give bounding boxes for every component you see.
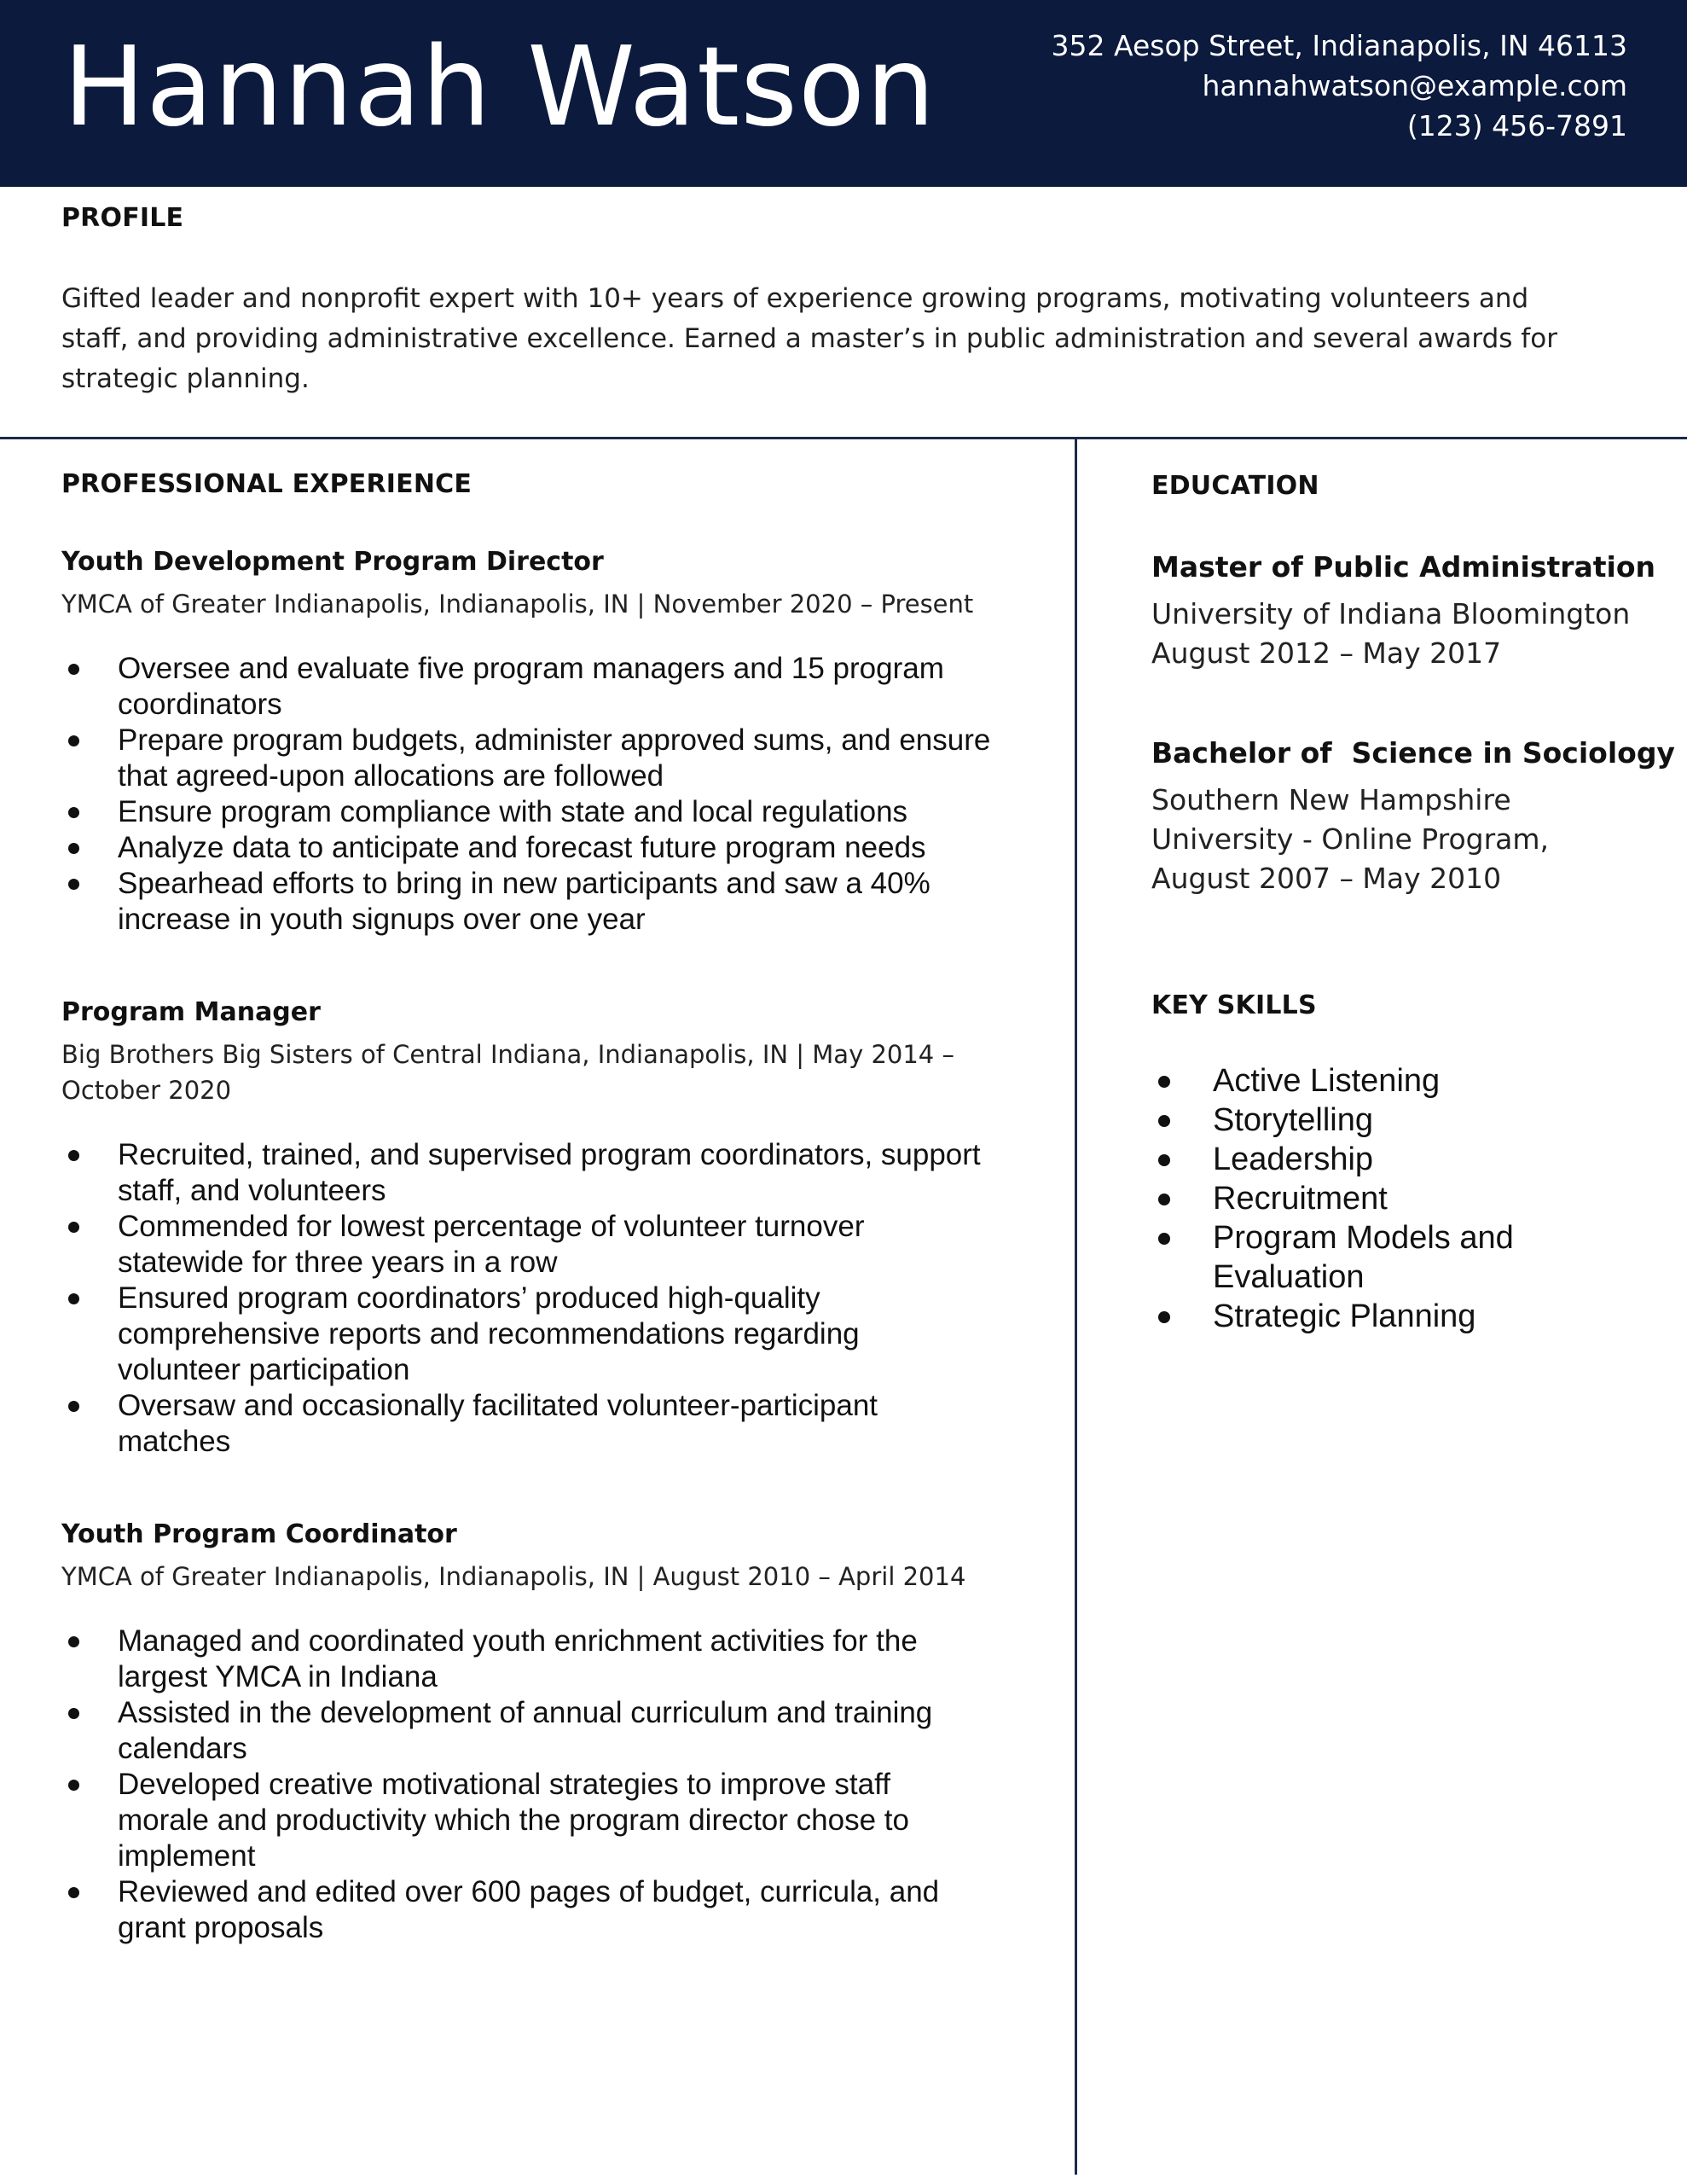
school-name: University of Indiana Bloomington (1151, 597, 1631, 630)
degree-title: Master of Public Administration (1151, 550, 1656, 584)
bullet-icon (1158, 1154, 1170, 1166)
job-employer-dates: YMCA of Greater Indianapolis, Indianapolis, IN | August 2010 – April 2014 (61, 1562, 966, 1591)
candidate-name: Hannah Watson (63, 24, 936, 151)
school-name: Southern New Hampshire (1151, 783, 1511, 816)
bullet-icon (68, 1293, 79, 1304)
bullet-icon (68, 1780, 79, 1791)
contact-phone: (123) 456-7891 (1406, 109, 1627, 142)
horizontal-divider (0, 437, 1687, 439)
job-entry (61, 996, 1042, 1460)
bullet-icon (68, 807, 79, 818)
bullet-icon (68, 1887, 79, 1898)
bullet-item: Developed creative motivational strategies to improve staff morale and productivity which the program director chose to implement (61, 1767, 983, 1874)
bullet-item: Ensured program coordinators’ produced high-quality comprehensive reports and recommendations regarding volunteer participation (61, 1281, 983, 1388)
resume-header (0, 0, 1687, 187)
skill-item: Strategic Planning (1151, 1297, 1544, 1336)
bullet-item: Oversaw and occasionally facilitated volunteer-participant matches (61, 1388, 983, 1460)
bullet-item: Assisted in the development of annual curriculum and training calendars (61, 1695, 983, 1767)
bullet-item: Spearhead efforts to bring in new participants and saw a 40% increase in youth signups over one year (61, 866, 991, 938)
education-dates: August 2007 – May 2010 (1151, 862, 1502, 895)
bullet-icon (1158, 1311, 1170, 1323)
experience-heading: PROFESSIONAL EXPERIENCE (61, 469, 472, 499)
bullet-icon (68, 1150, 79, 1161)
bullet-icon (68, 1222, 79, 1233)
skill-item: Active Listening (1151, 1061, 1544, 1101)
job-bullets (61, 651, 1042, 938)
bullet-icon (68, 1636, 79, 1647)
job-entry (61, 1518, 1042, 1946)
bullet-icon (1158, 1233, 1170, 1245)
skill-item: Program Models and Evaluation (1151, 1218, 1544, 1297)
job-bullets (61, 1137, 1042, 1460)
bullet-icon (1158, 1076, 1170, 1088)
bullet-icon (1158, 1115, 1170, 1127)
skills-heading: KEY SKILLS (1151, 990, 1317, 1020)
skill-item: Leadership (1151, 1140, 1544, 1179)
school-name-cont: University - Online Program, (1151, 822, 1550, 856)
skills-list (1151, 1061, 1663, 1336)
profile-heading: PROFILE (61, 203, 184, 233)
job-entry (61, 545, 1042, 938)
bullet-icon (68, 1708, 79, 1719)
profile-summary: Gifted leader and nonprofit expert with 10+ years of experience growing programs, motivating volunteers and staff, and providing administrative excellence. Earned a master’s in public administration and several awards for strategic planning. (61, 283, 1557, 394)
contact-info (1051, 26, 1627, 146)
bullet-item: Ensure program compliance with state and local regulations (61, 794, 991, 830)
education-details (1151, 595, 1663, 673)
bullet-item: Oversee and evaluate five program managers and 15 program coordinators (61, 651, 991, 723)
bullet-item: Prepare program budgets, administer approved sums, and ensure that agreed-upon allocations are followed (61, 723, 991, 794)
column-divider (1075, 439, 1077, 2175)
bullet-item: Commended for lowest percentage of volunteer turnover statewide for three years in a row (61, 1209, 983, 1281)
sidebar-section (1151, 471, 1675, 1336)
bullet-icon (68, 664, 79, 675)
skill-item: Storytelling (1151, 1101, 1544, 1140)
bullet-icon (68, 879, 79, 890)
bullet-item: Analyze data to anticipate and forecast future program needs (61, 830, 991, 866)
bullet-item: Managed and coordinated youth enrichment activities for the largest YMCA in Indiana (61, 1623, 983, 1695)
skill-item: Recruitment (1151, 1179, 1544, 1218)
contact-address: 352 Aesop Street, Indianapolis, IN 46113 (1051, 29, 1627, 62)
job-title: Program Manager (61, 997, 321, 1027)
education-details (1151, 781, 1663, 898)
bullet-icon (1158, 1194, 1170, 1205)
education-entry (1151, 549, 1663, 673)
bullet-item: Recruited, trained, and supervised program coordinators, support staff, and volunteers (61, 1137, 983, 1209)
bullet-icon (68, 843, 79, 854)
bullet-icon (68, 1401, 79, 1412)
education-entry (1151, 735, 1675, 898)
degree-title: Bachelor of Science in Sociology (1151, 736, 1675, 770)
job-employer-dates: YMCA of Greater Indianapolis, Indianapolis, IN | November 2020 – Present (61, 590, 974, 619)
education-heading: EDUCATION (1151, 471, 1319, 501)
bullet-item: Reviewed and edited over 600 pages of budget, curricula, and grant proposals (61, 1874, 983, 1946)
experience-section (61, 469, 1042, 1946)
job-bullets (61, 1623, 1042, 1946)
education-dates: August 2012 – May 2017 (1151, 636, 1502, 670)
job-employer-dates: Big Brothers Big Sisters of Central Indiana, Indianapolis, IN | May 2014 – October 2020 (61, 1040, 954, 1105)
bullet-icon (68, 735, 79, 746)
job-title: Youth Program Coordinator (61, 1519, 457, 1549)
job-title: Youth Development Program Director (61, 547, 604, 577)
contact-email: hannahwatson@example.com (1202, 69, 1627, 102)
